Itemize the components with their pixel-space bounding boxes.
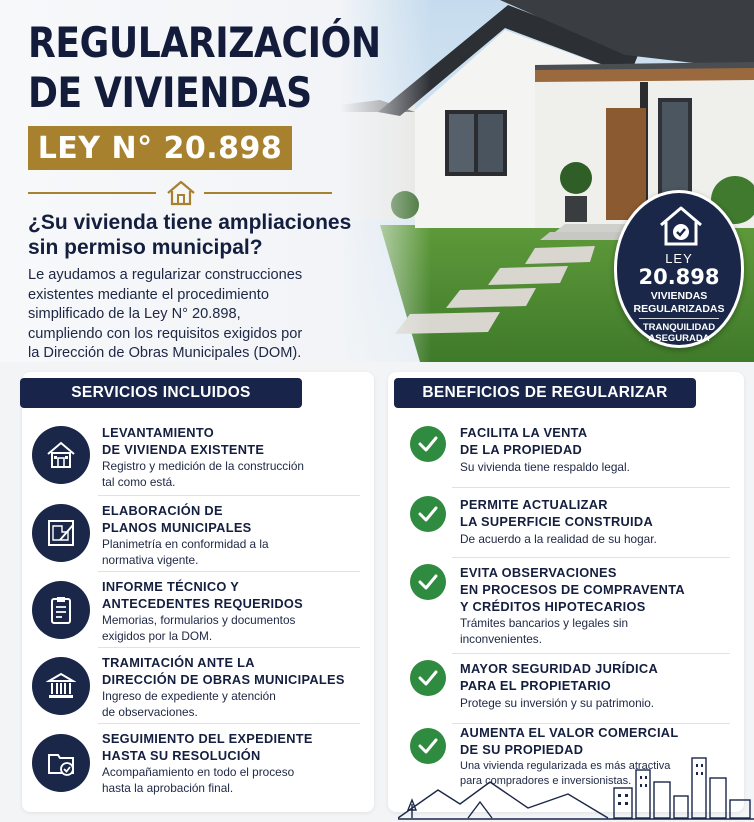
question-line-1: ¿Su vivienda tiene ampliaciones xyxy=(28,211,352,234)
service-item xyxy=(22,418,374,496)
house-icon xyxy=(32,426,90,484)
services-panel xyxy=(22,372,374,812)
check-circle-icon xyxy=(410,660,446,696)
intro-line-1: Le ayudamos a regularizar construcciones xyxy=(28,267,303,283)
benefit-desc-line-1: Una vivienda regularizada es más atractiva xyxy=(460,760,671,772)
benefit-title-line-2: EN PROCESOS DE COMPRAVENTA xyxy=(460,582,685,597)
service-title-line-1: SEGUIMIENTO DEL EXPEDIENTE xyxy=(102,731,313,746)
check-circle-icon xyxy=(410,426,446,462)
benefit-title-line-2: PARA EL PROPIETARIO xyxy=(460,678,611,693)
benefits-header: BENEFICIOS DE REGULARIZAR xyxy=(394,378,696,408)
headline-question xyxy=(28,210,388,260)
intro-line-2: existentes mediante el procedimiento xyxy=(28,286,269,303)
service-title-line-1: ELABORACIÓN DE xyxy=(102,503,223,518)
service-title-line-2: HASTA SU RESOLUCIÓN xyxy=(102,748,261,763)
ley-badge: LEY N° 20.898 xyxy=(28,126,292,170)
house-check-icon xyxy=(657,205,705,247)
services-header: SERVICIOS INCLUIDOS xyxy=(20,378,302,408)
benefits-panel xyxy=(388,372,744,812)
title-line-2: DE VIVIENDAS xyxy=(28,68,312,117)
service-desc-line-2: normativa vigente. xyxy=(102,553,199,567)
service-title-line-2: ANTECEDENTES REQUERIDOS xyxy=(102,596,304,611)
service-desc-line-2: hasta la aprobación final. xyxy=(102,781,234,795)
benefit-item xyxy=(388,488,744,558)
hero-section xyxy=(0,0,754,362)
municipal-building-icon xyxy=(32,657,90,715)
service-title-line-2: PLANOS MUNICIPALES xyxy=(102,520,252,535)
benefit-item xyxy=(388,558,744,654)
service-title-line-1: TRAMITACIÓN ANTE LA xyxy=(102,655,255,670)
intro-line-5: la Dirección de Obras Municipales (DOM). xyxy=(28,345,302,361)
service-item xyxy=(22,724,374,804)
seal-line-1: VIVIENDAS xyxy=(650,290,708,302)
service-title-line-2: DE VIVIENDA EXISTENTE xyxy=(102,442,265,457)
gold-divider xyxy=(28,180,332,204)
benefit-title-line-1: EVITA OBSERVACIONES xyxy=(460,565,617,580)
benefit-desc-line-1: Su vivienda tiene respaldo legal. xyxy=(460,460,630,474)
check-circle-icon xyxy=(410,496,446,532)
benefit-item xyxy=(388,418,744,488)
seal-number: 20.898 xyxy=(638,265,720,289)
page-title xyxy=(28,18,381,118)
intro-line-3: simplificado de la Ley N° 20.898, xyxy=(28,306,241,322)
seal-ley: LEY xyxy=(665,251,693,266)
benefit-title-line-1: AUMENTA EL VALOR COMERCIAL xyxy=(460,725,679,740)
service-desc-line-1: Planimetría en conformidad a la xyxy=(102,537,269,551)
question-line-2: sin permiso municipal? xyxy=(28,236,263,259)
clipboard-icon xyxy=(32,581,90,639)
divider-line-left xyxy=(28,192,156,194)
seal-line-2: REGULARIZADAS xyxy=(633,303,725,315)
benefit-desc-line-2: inconvenientes. xyxy=(460,632,542,646)
benefit-title-line-2: LA SUPERFICIE CONSTRUIDA xyxy=(460,514,653,529)
benefit-item xyxy=(388,654,744,724)
intro-paragraph xyxy=(28,266,358,362)
benefit-title-line-2: DE LA PROPIEDAD xyxy=(460,442,583,457)
service-desc-line-1: Registro y medición de la construcción xyxy=(102,459,304,473)
service-title-line-1: LEVANTAMIENTO xyxy=(102,425,214,440)
benefit-title-line-1: FACILITA LA VENTA xyxy=(460,425,588,440)
seal-line-3: TRANQUILIDAD xyxy=(642,322,716,333)
benefit-desc-line-2: para compradores e inversionistas. xyxy=(460,775,632,787)
benefit-title-line-1: MAYOR SEGURIDAD JURÍDICA xyxy=(460,661,658,676)
service-desc-line-1: Ingreso de expediente y atención xyxy=(102,689,276,703)
benefit-desc-line-1: Protege su inversión y su patrimonio. xyxy=(460,696,655,710)
benefit-title-line-3: Y CRÉDITOS HIPOTECARIOS xyxy=(460,599,646,614)
city-skyline-illustration xyxy=(398,748,754,822)
intro-line-4: cumpliendo con los requisitos exigidos por xyxy=(28,325,303,342)
check-circle-icon xyxy=(410,564,446,600)
service-item xyxy=(22,496,374,572)
blueprint-icon xyxy=(32,504,90,562)
service-desc-line-1: Memorias, formularios y documentos xyxy=(102,613,296,627)
service-title-line-2: DIRECCIÓN DE OBRAS MUNICIPALES xyxy=(102,672,345,687)
benefit-title-line-1: PERMITE ACTUALIZAR xyxy=(460,497,608,512)
service-item xyxy=(22,648,374,724)
house-outline-icon xyxy=(165,180,197,206)
service-desc-line-2: de observaciones. xyxy=(102,705,198,719)
service-desc-line-1: Acompañamiento en todo el proceso xyxy=(102,765,295,779)
seal-rule xyxy=(639,318,719,319)
benefit-desc-line-1: Trámites bancarios y legales sin xyxy=(460,616,629,630)
benefit-desc-line-1: De acuerdo a la realidad de su hogar. xyxy=(460,532,657,546)
benefit-title-line-2: DE SU PROPIEDAD xyxy=(460,742,584,757)
folder-check-icon xyxy=(32,734,90,792)
service-title-line-1: INFORME TÉCNICO Y xyxy=(102,579,240,594)
ley-seal-badge xyxy=(614,190,744,348)
divider-line-right xyxy=(204,192,332,194)
seal-line-4: ASEGURADA xyxy=(648,333,710,344)
title-line-1: REGULARIZACIÓN xyxy=(28,18,381,67)
service-item xyxy=(22,572,374,648)
service-desc-line-2: exigidos por la DOM. xyxy=(102,629,213,643)
service-desc-line-2: tal como está. xyxy=(102,475,176,489)
